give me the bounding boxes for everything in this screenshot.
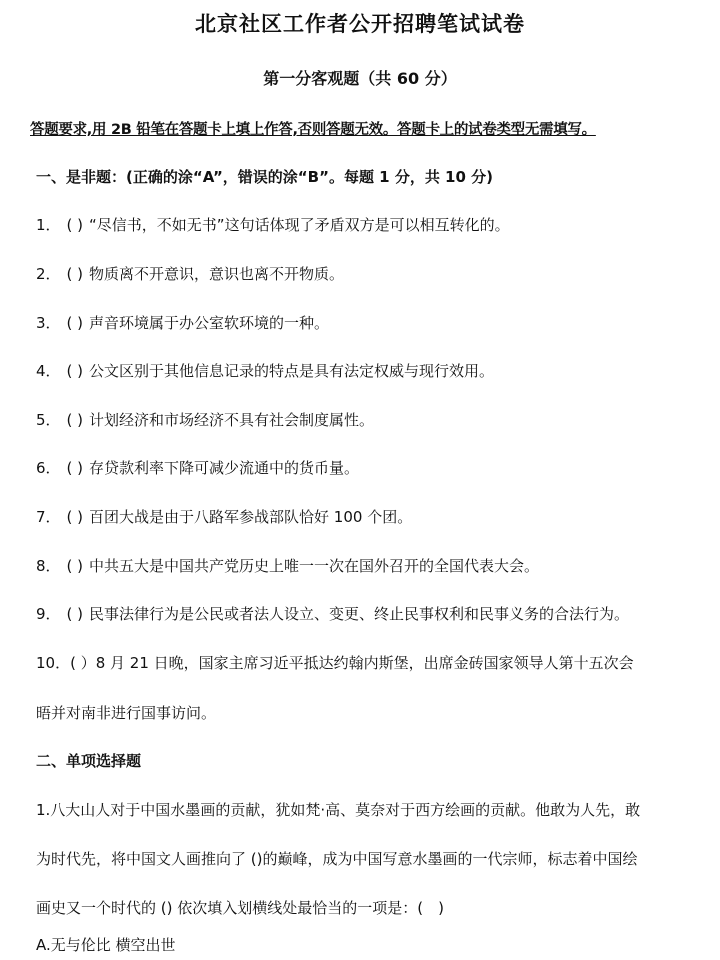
question-7 (36, 506, 696, 527)
exam-subtitle: 第一分客观题（共 60 分） (263, 69, 457, 88)
question-text: 物质离不开意识，意识也离不开物质。 (89, 265, 345, 283)
question-3 (36, 312, 696, 333)
question-4 (36, 360, 696, 381)
choice-question-1-line-3: 画史又一个时代的 () 依次填入划横线处最恰当的一项是：( ) (36, 899, 444, 917)
question-number: 8． (36, 557, 61, 575)
answer-paren: ( ) (66, 557, 84, 575)
answer-paren: ( ) (66, 605, 84, 623)
question-text: 民事法律行为是公民或者法人设立、变更、终止民事权利和民事义务的合法行为。 (89, 605, 630, 623)
question-text: 百团大战是由于八路军参战部队恰好 100 个团。 (89, 508, 413, 526)
answer-paren: ( ) (66, 265, 84, 283)
question-5 (36, 409, 696, 430)
question-1 (36, 214, 696, 235)
question-8 (36, 555, 696, 576)
answer-paren: ( ) (66, 314, 84, 332)
question-number: 4． (36, 362, 61, 380)
question-text: 声音环境属于办公室软环境的一种。 (89, 314, 330, 332)
answer-requirement: 答题要求,用 2B 铅笔在答题卡上填上作答,否则答题无效。答题卡上的试卷类型无需填写。 (30, 122, 596, 138)
question-text: 存贷款利率下降可减少流通中的货币量。 (89, 459, 360, 477)
answer-paren: ( ) (66, 459, 84, 477)
question-9 (36, 603, 696, 624)
question-text: “尽信书，不如无书”这句话体现了矛盾双方是可以相互转化的。 (89, 216, 510, 234)
question-text: 中共五大是中国共产党历史上唯一一次在国外召开的全国代表大会。 (89, 557, 540, 575)
question-6 (36, 457, 696, 478)
section2-heading: 二、单项选择题 (36, 752, 142, 770)
question-10-line-1: 10．( ）8 月 21 日晚，国家主席习近平抵达约翰内斯堡，出席金砖国家领导人第十五次会 (36, 654, 634, 672)
question-number: 1． (36, 216, 61, 234)
question-number: 5． (36, 411, 61, 429)
answer-paren: ( ) (66, 508, 84, 526)
question-number: 3． (36, 314, 61, 332)
question-text: 计划经济和市场经济不具有社会制度属性。 (89, 411, 375, 429)
section1-heading: 一、是非题：(正确的涂“A”，错误的涂“B”。每题 1 分，共 10 分) (36, 168, 494, 186)
question-number: 2． (36, 265, 61, 283)
answer-paren: ( ) (66, 411, 84, 429)
answer-paren: ( ) (66, 216, 84, 234)
question-number: 7． (36, 508, 61, 526)
question-number: 9． (36, 605, 61, 623)
exam-title: 北京社区工作者公开招聘笔试试卷 (195, 12, 525, 36)
question-10-line-2: 晤并对南非进行国事访问。 (36, 704, 217, 722)
choice-question-1-line-1: 1.八大山人对于中国水墨画的贡献，犹如梵·高、莫奈对于西方绘画的贡献。他敢为人先，敢 (36, 801, 641, 819)
question-number: 6． (36, 459, 61, 477)
answer-paren: ( ) (66, 362, 84, 380)
choice-question-1-line-2: 为时代先，将中国文人画推向了 ()的巅峰，成为中国写意水墨画的一代宗师，标志着中国绘 (36, 850, 638, 868)
option-a: A.无与伦比 横空出世 (36, 936, 176, 954)
question-text: 公文区别于其他信息记录的特点是具有法定权威与现行效用。 (89, 362, 495, 380)
question-2 (36, 263, 696, 284)
